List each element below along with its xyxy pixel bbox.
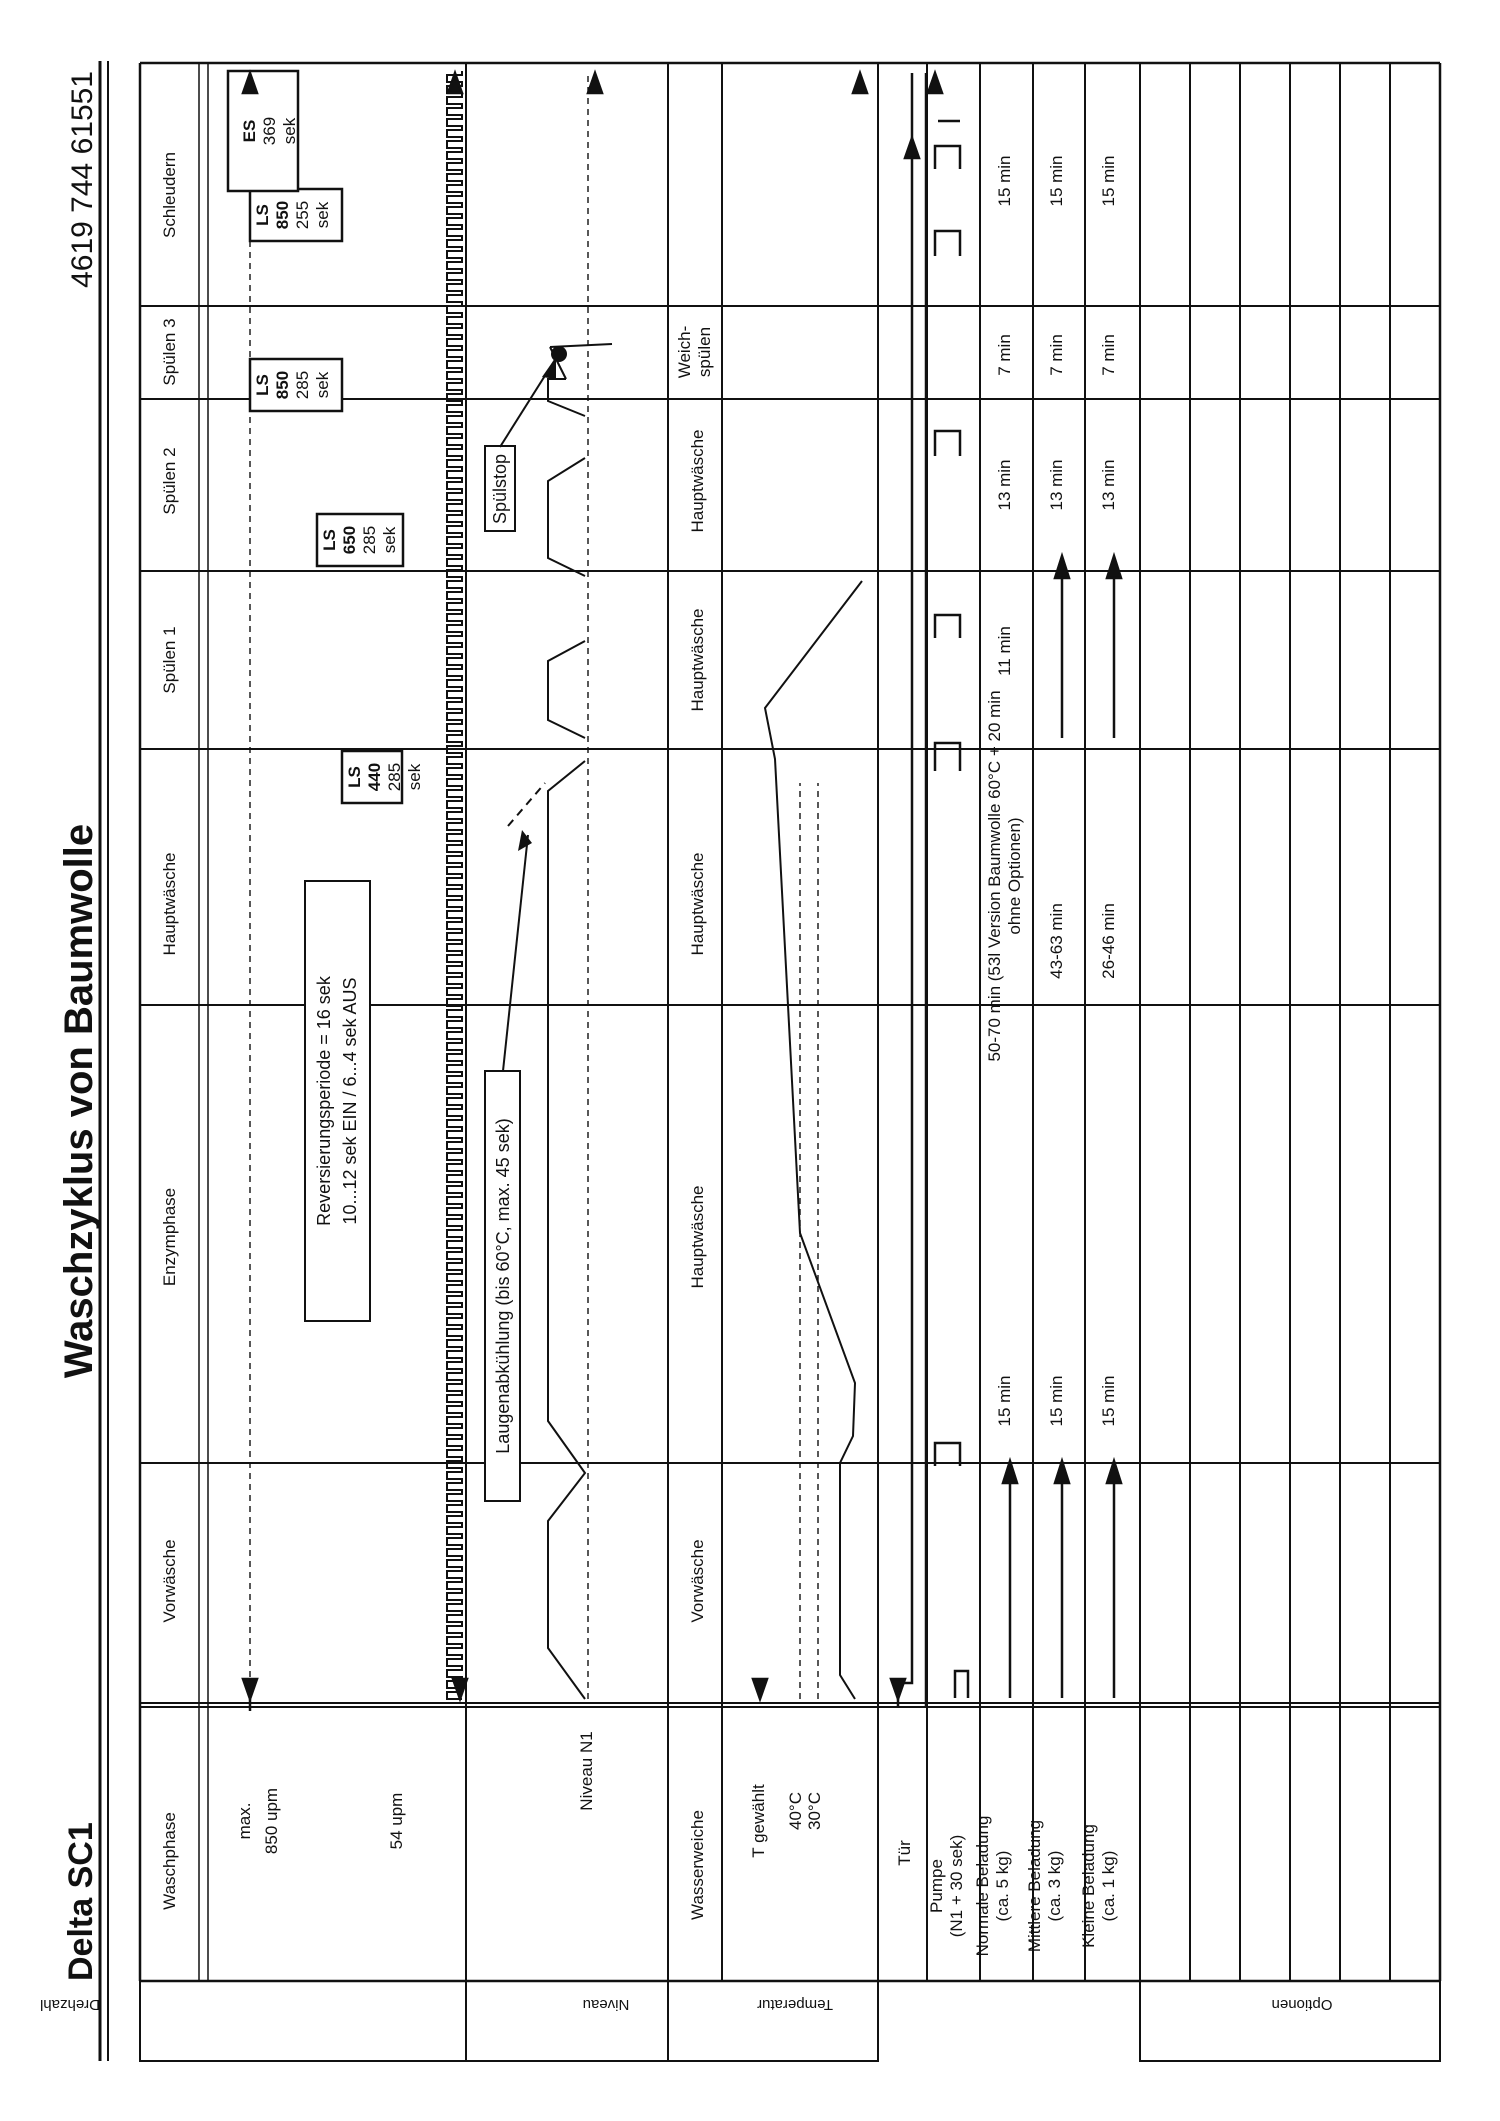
door-pump-signals [898, 73, 968, 1707]
spin-box-1-rpm: 440 [365, 762, 384, 792]
group-label-temperatur: Temperatur [757, 1996, 833, 2013]
spin-box-2-rpm: 650 [340, 525, 359, 555]
spin-box-2-unit: sek [380, 526, 399, 554]
row-label-40c: 40°C [786, 1792, 805, 1830]
time-normal-spuelen-3: 7 min [995, 334, 1014, 376]
spin-box-1-ls: LS [345, 766, 364, 788]
row-label-850upm: 850 upm [262, 1787, 281, 1855]
spin-box-4-ls: LS [253, 204, 272, 226]
valve-weichspuelen-1: Weich- [675, 325, 694, 379]
time-normal-spuelen-2: 13 min [995, 459, 1014, 511]
row-label-54upm: 54 upm [387, 1792, 406, 1850]
spin-boxes [228, 71, 403, 803]
time-medium-schleudern: 15 min [1047, 155, 1066, 207]
side-group-labels [40, 1996, 1332, 2013]
spin-box-5-es: ES [240, 119, 259, 143]
phase-spuelen-3: Spülen 3 [160, 318, 179, 386]
time-normal-schleudern: 15 min [995, 155, 1014, 207]
group-box-3 [1140, 1981, 1440, 2061]
spin-box-2-time: 285 [360, 525, 379, 555]
reversing-period-line-1: Reversierungsperiode = 16 sek [314, 976, 334, 1226]
rinse-stop-label: Spülstop [490, 453, 510, 525]
phase-schleudern: Schleudern [160, 151, 179, 239]
time-medium-haupt: 43-63 min [1047, 903, 1066, 979]
row-label-mittlere-beladung: Mittlere Beladung [1025, 1819, 1044, 1953]
rinse-stop-point [551, 346, 567, 362]
row-label-normale-beladung: Normale Beladung [973, 1815, 992, 1957]
row-label-30c: 30°C [805, 1792, 824, 1830]
valve-spuelen-1: Hauptwäsche [688, 608, 707, 712]
water-valve-row [675, 326, 714, 1623]
spin-box-3-rpm: 850 [273, 370, 292, 400]
cooling-arrow-head [518, 830, 532, 851]
option-times [985, 155, 1118, 1426]
time-small-spuelen-3: 7 min [1099, 334, 1118, 376]
row-label-niveau-n1: Niveau N1 [577, 1731, 596, 1811]
spin-box-3-time: 285 [293, 370, 312, 400]
row-label-kleine-beladung: Kleine Beladung [1079, 1824, 1098, 1948]
time-normal-haupt-1: 50-70 min (53l Version Baumwolle 60°C + 20 min [985, 690, 1004, 1062]
phase-spuelen-2: Spülen 2 [160, 447, 179, 515]
spin-box-4-time: 255 [293, 200, 312, 230]
row-label-kleine-kg: (ca. 1 kg) [1099, 1850, 1118, 1922]
reversing-period-line-2: 10...12 sek EIN / 6...4 sek AUS [340, 977, 360, 1225]
group-box-2 [668, 1981, 878, 2061]
time-medium-spuelen-2: 13 min [1047, 459, 1066, 511]
phase-enzymphase: Enzymphase [160, 1187, 179, 1287]
time-small-schleudern: 15 min [1099, 155, 1118, 207]
row-label-normale-kg: (ca. 5 kg) [993, 1850, 1012, 1922]
drum-reversing-pattern [447, 71, 462, 1699]
spin-box-5-time: 369 [260, 116, 279, 146]
valve-enzymphase: Hauptwäsche [688, 1185, 707, 1289]
time-small-enzym: 15 min [1099, 1375, 1118, 1427]
group-box-0 [140, 1981, 466, 2061]
row-labels [160, 1731, 1118, 1956]
time-normal-spuelen-1: 11 min [995, 626, 1014, 676]
time-medium-enzym: 15 min [1047, 1375, 1066, 1427]
group-label-drehzahl: Drehzahl [39, 1996, 101, 2013]
group-box-1 [466, 1981, 668, 2061]
rotated-sheet [57, 61, 1440, 2061]
valve-spuelen-2: Hauptwäsche [688, 429, 707, 533]
row-label-pumpe: Pumpe [927, 1859, 946, 1913]
spin-box-1-unit: sek [405, 763, 424, 791]
spin-box-5-unit: sek [280, 117, 299, 145]
time-normal-haupt-2: ohne Optionen) [1005, 817, 1024, 935]
part-number: 4619 744 61551 [66, 71, 99, 288]
group-label-niveau: Niveau [582, 1996, 630, 2013]
valve-weichspuelen-2: spülen [695, 326, 714, 378]
spin-box-3-ls: LS [253, 374, 272, 396]
phase-vorwaesche: Vorwäsche [160, 1539, 179, 1623]
row-label-pumpe-detail: (N1 + 30 sek) [947, 1834, 966, 1938]
valve-vorwaesche: Vorwäsche [688, 1539, 707, 1623]
spin-box-1-time: 285 [385, 762, 404, 792]
spin-box-3-unit: sek [313, 371, 332, 399]
group-label-optionen: Optionen [1271, 1996, 1333, 2013]
group-boxes [140, 1981, 1440, 2061]
model-name: Delta SC1 [62, 1822, 100, 1981]
time-small-haupt: 26-46 min [1099, 903, 1118, 979]
row-label-max: max. [235, 1802, 254, 1840]
phase-headers [160, 152, 179, 1623]
row-label-tuer: Tür [895, 1840, 914, 1866]
valve-hauptwaesche: Hauptwäsche [688, 852, 707, 956]
spin-box-4-unit: sek [313, 201, 332, 229]
spin-box-4-rpm: 850 [273, 200, 292, 230]
time-normal-enzym: 15 min [995, 1375, 1014, 1427]
time-small-spuelen-2: 13 min [1099, 459, 1118, 511]
row-label-waschphase: Waschphase [160, 1812, 179, 1910]
row-label-mittlere-kg: (ca. 3 kg) [1045, 1850, 1064, 1922]
row-label-wasserweiche: Wasserweiche [688, 1810, 707, 1920]
time-medium-spuelen-3: 7 min [1047, 334, 1066, 376]
cooling-label: Laugenabkühlung (bis 60°C, max. 45 sek) [493, 1118, 513, 1454]
rinse-stop-arrow-head [542, 357, 556, 379]
phase-spuelen-1: Spülen 1 [160, 626, 179, 694]
row-label-t-gewaehlt: T gewählt [749, 1784, 768, 1858]
spin-box-2-ls: LS [320, 529, 339, 551]
page-title: Waschzyklus von Baumwolle [57, 823, 101, 1379]
phase-hauptwaesche: Hauptwäsche [160, 852, 179, 956]
